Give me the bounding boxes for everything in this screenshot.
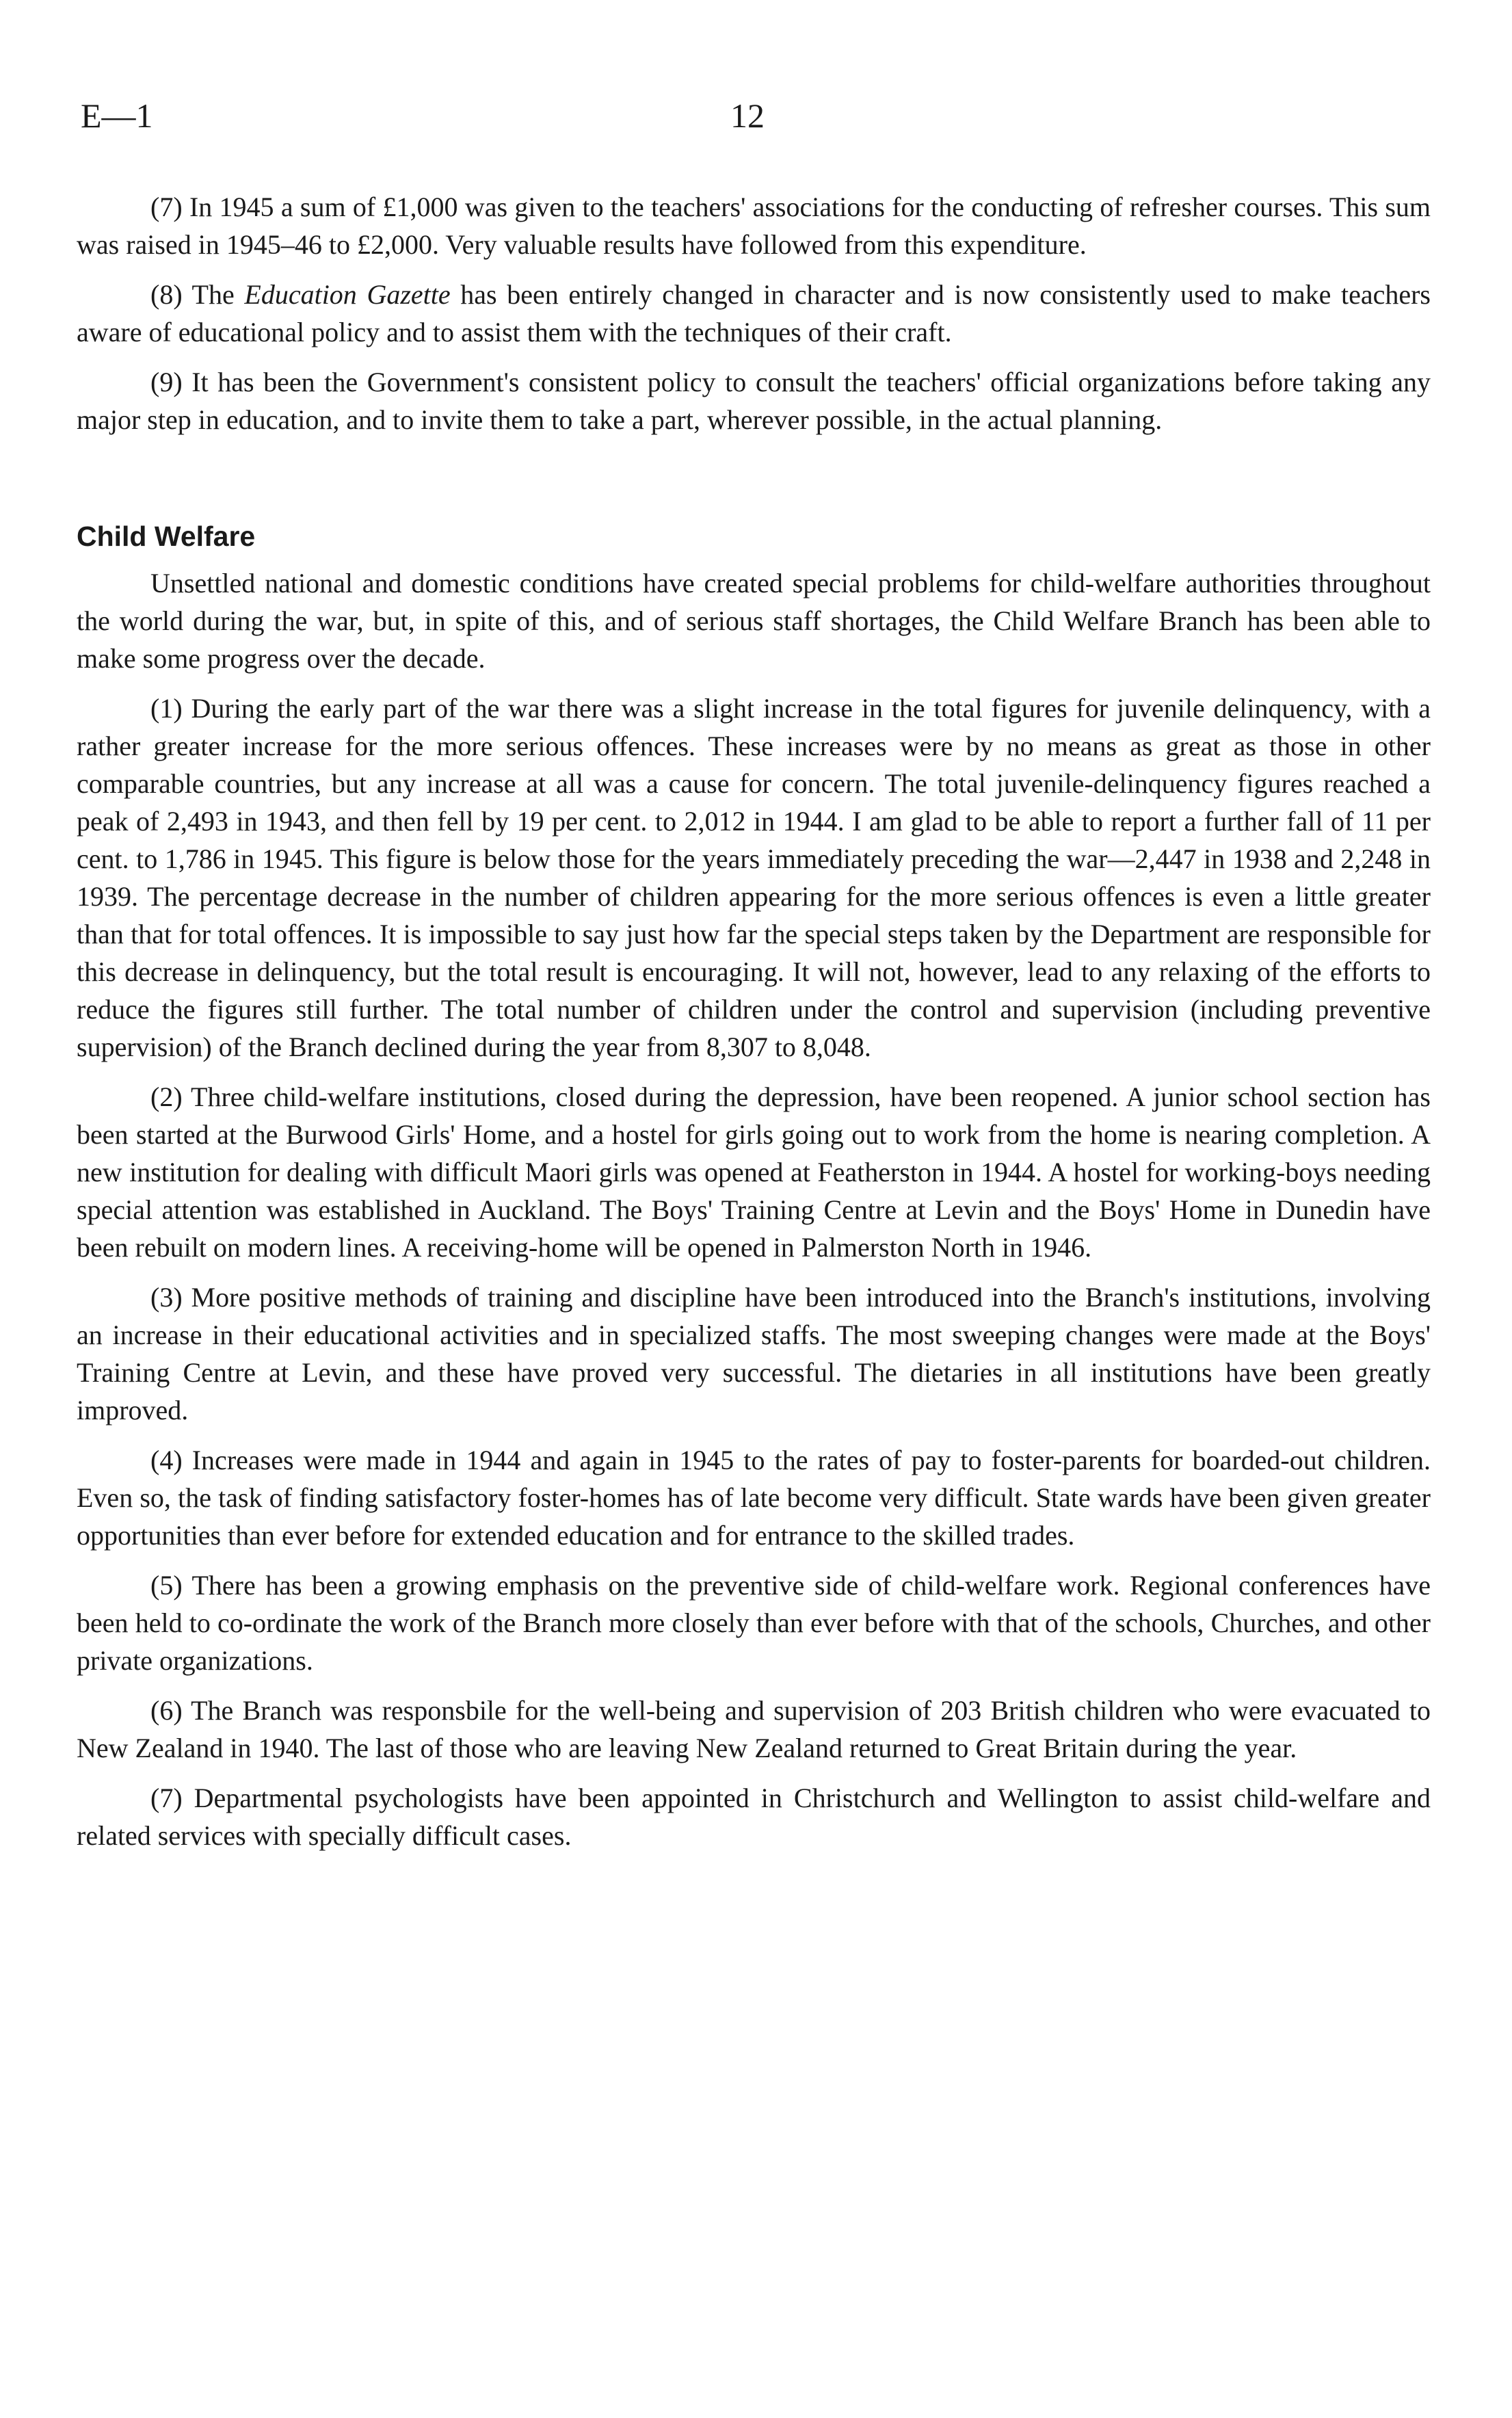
child-welfare-paragraph-5: (5) There has been a growing emphasis on the preventive side of child-welfare work. Regional conferences have been held to co-ordinate the work of the Branch more closely than ever before with that of the schools, Churches, and other private organizations. bbox=[77, 1570, 1431, 1676]
paragraph-8-start: (8) The bbox=[150, 279, 245, 310]
page-body bbox=[77, 188, 1431, 1867]
paragraph-8-education-gazette bbox=[77, 276, 1431, 351]
child-welfare-paragraph-3: (3) More positive methods of training and discipline have been introduced into the Branch's institutions, involving an increase in their educational activities and in specialized staffs. The most sweeping changes were made at the Boys' Training Centre at Levin, and these have proved very successful. The dietaries in all institutions have been greatly improved. bbox=[77, 1282, 1431, 1425]
child-welfare-paragraph-6: (6) The Branch was responsbile for the well-being and supervision of 203 British children who were evacuated to New Zealand in 1940. The last of those who are leaving New Zealand returned to Great Britain during the year. bbox=[77, 1695, 1431, 1763]
page-header bbox=[81, 96, 1435, 150]
paragraph-8-end: has been entirely changed in character and is now consistently used to make teachers aware of educational policy and to assist them with the techniques of their craft. bbox=[77, 279, 1431, 347]
child-welfare-intro: Unsettled national and domestic conditions have created special problems for child-welfare authorities throughout the world during the war, but, in spite of this, and of serious staff shortages, the Child Welfare Branch has been able to make some progress over the decade. bbox=[77, 568, 1431, 674]
paragraph-7-refresher-courses: (7) In 1945 a sum of £1,000 was given to the teachers' associations for the conducting of refresher courses. This sum was raised in 1945–46 to £2,000. Very valuable results have followed from this expenditure. bbox=[77, 192, 1431, 260]
child-welfare-paragraph-7: (7) Departmental psychologists have been appointed in Christchurch and Wellington to assist child-welfare and related services with specially difficult cases. bbox=[77, 1783, 1431, 1851]
section-heading-child-welfare: Child Welfare bbox=[77, 521, 256, 552]
child-welfare-paragraph-1: (1) During the early part of the war there was a slight increase in the total figures for juvenile delinquency, with a rather greater increase for the more serious offences. These increases were by no means as great as those in other comparable countries, but any increase at all was a cause for concern. The total juvenile-delinquency figures reached a peak of 2,493 in 1943, and then fell by 19 per cent. to 2,012 in 1944. I am glad to be able to report a further fall of 11 per cent. to 1,786 in 1945. This figure is below those for the years immediately preceding the war—2,447 in 1938 and 2,248 in 1939. The percentage decrease in the number of children appearing for the more serious offences is even a little greater than that for total offences. It is impossible to say just how far the special steps taken by the Department are responsible for this decrease in delinquency, but the total result is encouraging. It will not, however, lead to any relaxing of the efforts to reduce the figures still further. The total number of children under the control and supervision (including preventive supervision) of the Branch declined during the year from 8,307 to 8,048. bbox=[77, 693, 1431, 1062]
child-welfare-paragraph-4: (4) Increases were made in 1944 and again in 1945 to the rates of pay to foster-parents for boarded-out children. Even so, the task of finding satisfactory foster-homes has of late become very difficult. State wards have been given greater opportunities than ever before for extended education and for entrance to the skilled trades. bbox=[77, 1445, 1431, 1551]
child-welfare-paragraph-2: (2) Three child-welfare institutions, closed during the depression, have been reopened. A junior school section has been started at the Burwood Girls' Home, and a hostel for girls going out to work from the home is nearing completion. A new institution for dealing with difficult Maori girls was opened at Featherston in 1944. A hostel for working-boys needing special attention was established in Auckland. The Boys' Training Centre at Levin and the Boys' Home in Dunedin have been rebuilt on modern lines. A receiving-home will be opened in Palmerston North in 1946. bbox=[77, 1081, 1431, 1263]
page-number: 12 bbox=[730, 96, 765, 135]
document-reference: E—1 bbox=[81, 96, 153, 135]
paragraph-9-consultation: (9) It has been the Government's consistent policy to consult the teachers' official organizations before taking any major step in education, and to invite them to take a part, wherever possible, in the actual planning. bbox=[77, 367, 1431, 435]
paragraph-8-gazette-title: Education Gazette bbox=[244, 279, 451, 310]
